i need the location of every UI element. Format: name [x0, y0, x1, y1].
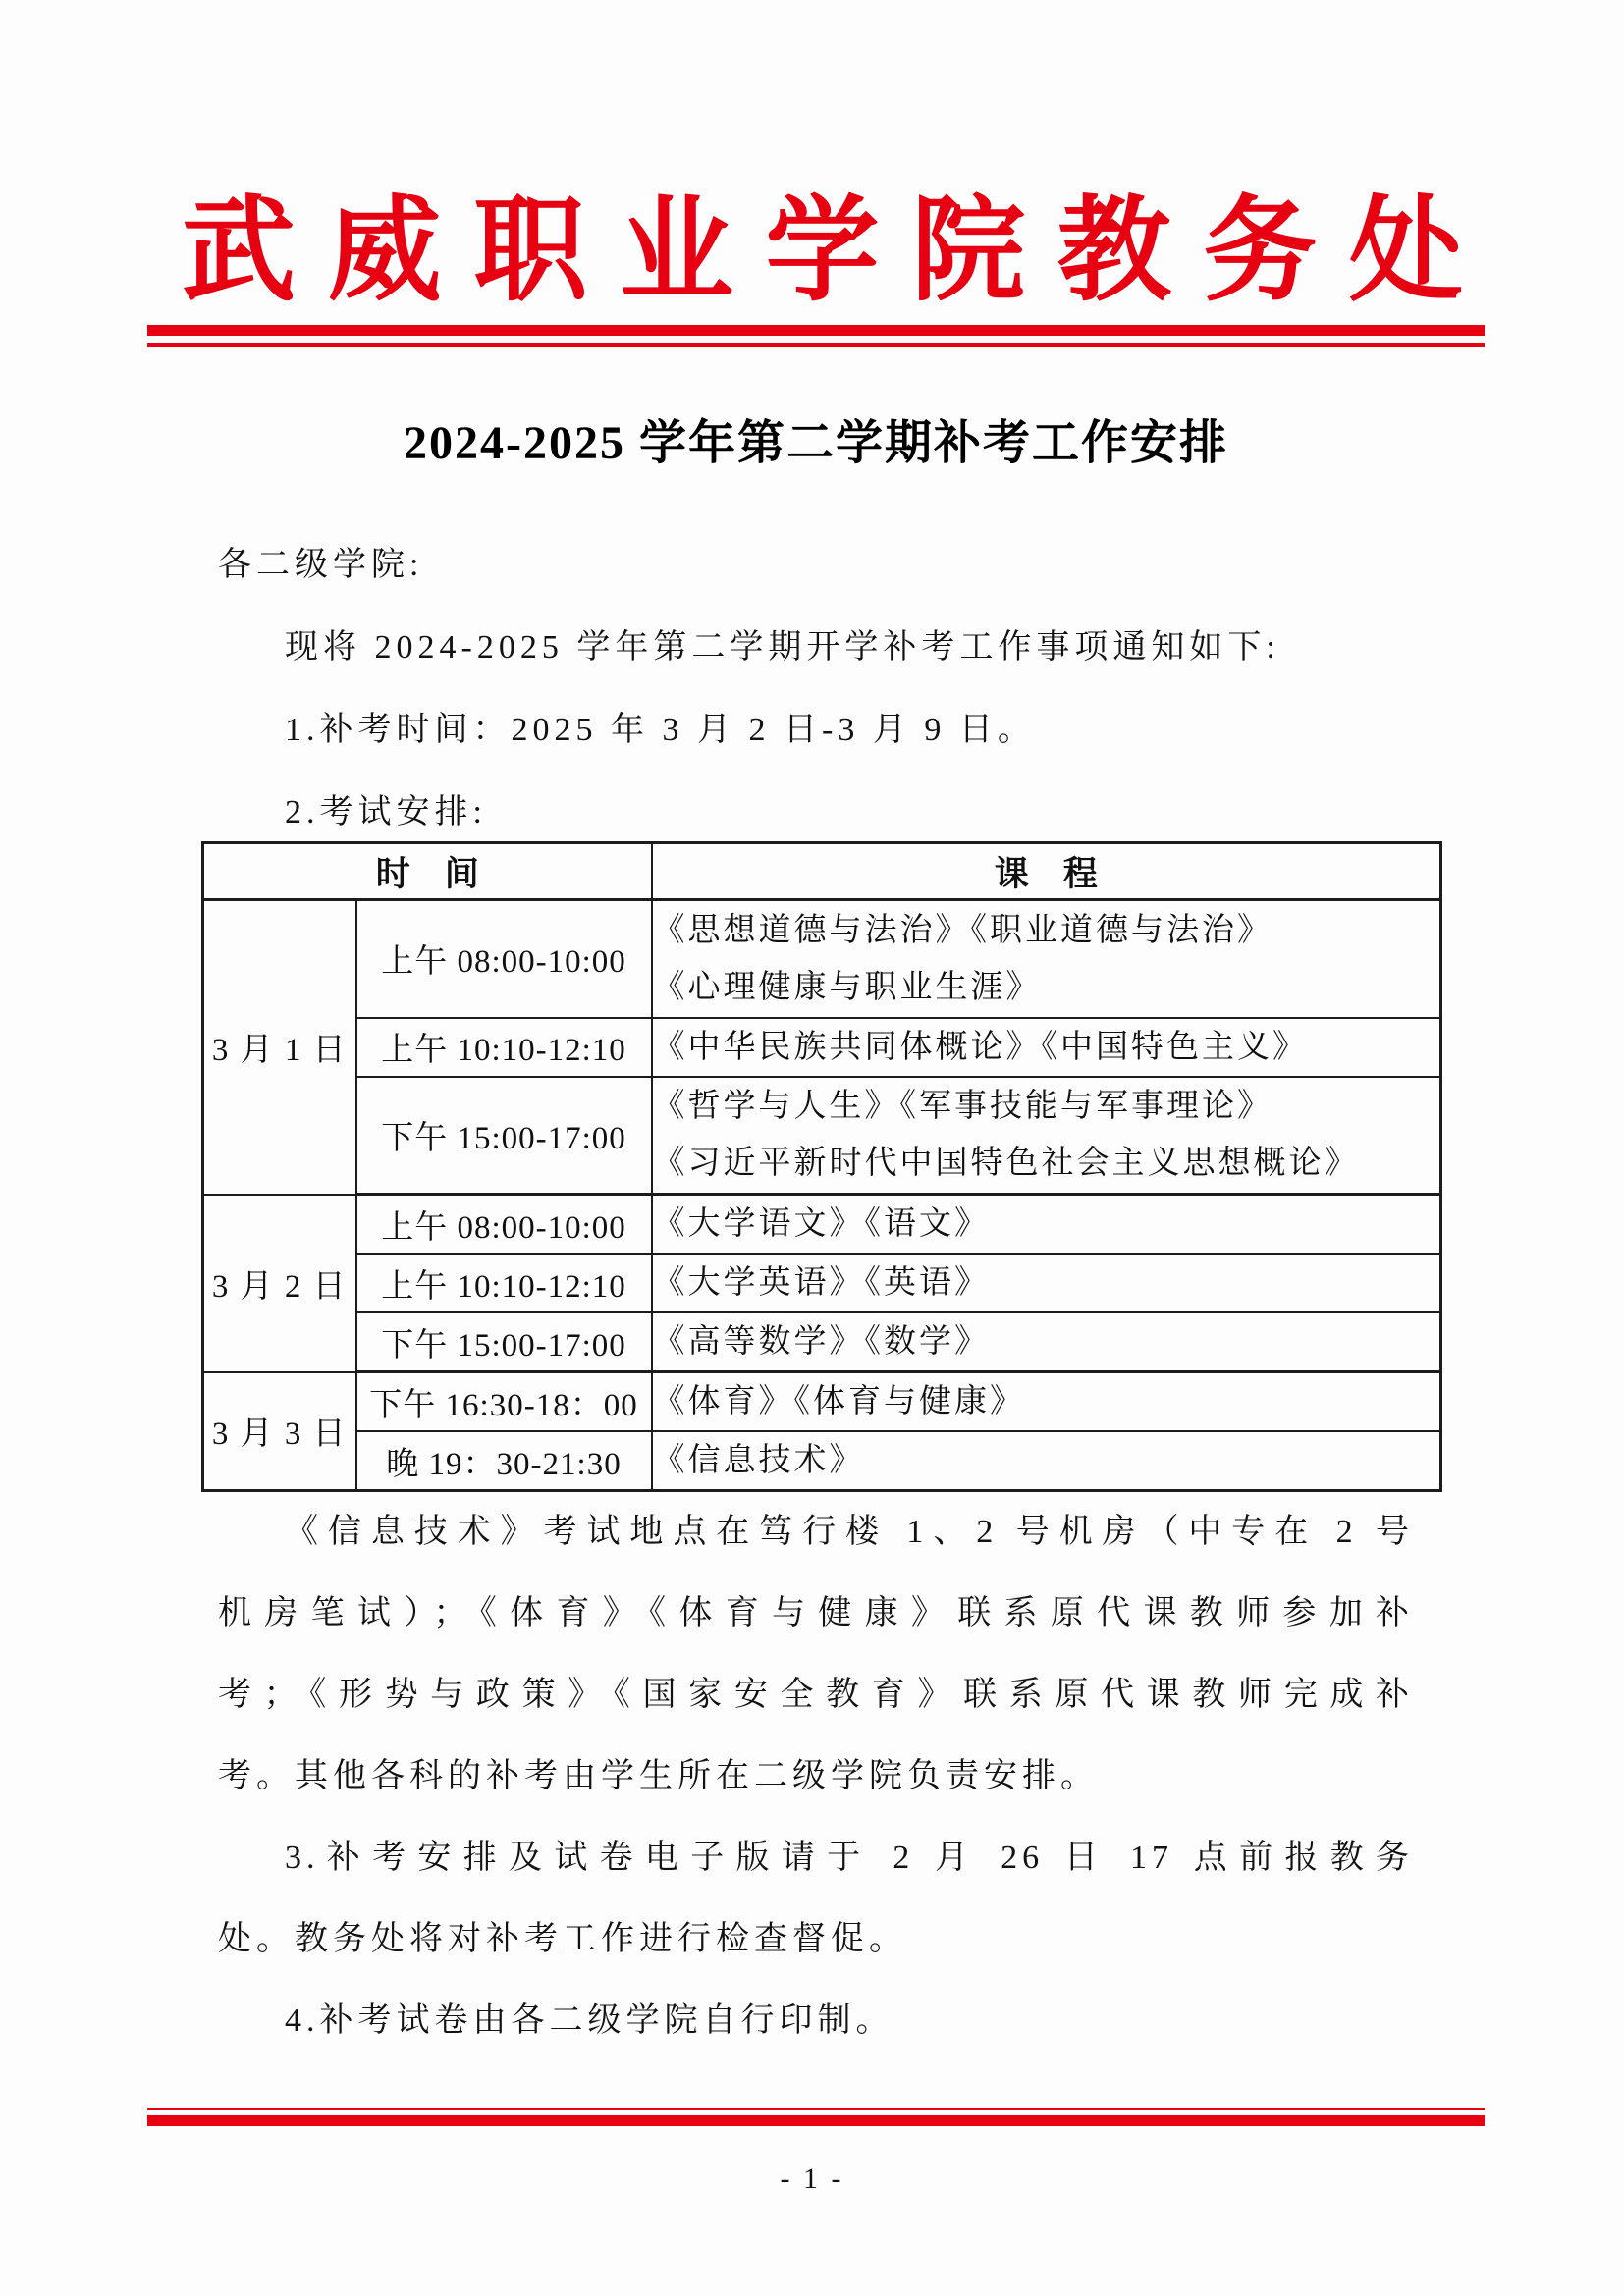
- course-title: 《中华民族共同体概论》《中国特色主义》: [652, 1029, 1309, 1065]
- course-title: 《高等数学》《数学》: [652, 1324, 991, 1360]
- intro-paragraphs: [218, 524, 1414, 854]
- course-title: 《大学语文》《语文》: [652, 1206, 991, 1242]
- date-cell: 3 月 3 日: [203, 1372, 356, 1491]
- date-cell: 3 月 2 日: [203, 1195, 356, 1372]
- course-title: 《信息技术》: [652, 1443, 865, 1478]
- body-line: 现将 2024-2025 学年第二学期开学补考工作事项通知如下:: [285, 629, 1280, 666]
- course-title: 《体育》《体育与健康》: [652, 1384, 1026, 1419]
- time-cell: 上午 10:10-12:10: [356, 1254, 652, 1312]
- document-title: 2024-2025 学年第二学期补考工作安排: [404, 417, 1228, 469]
- table-row: [203, 1312, 1441, 1372]
- body-line: 3.补考安排及试卷电子版请于 2 月 26 日 17 点前报教务: [285, 1840, 1414, 1876]
- footer-rule-thick: [147, 2115, 1485, 2126]
- course-cell: [652, 1077, 1441, 1195]
- body-line: 《信息技术》考试地点在笃行楼 1、2 号机房（中专在 2 号: [285, 1514, 1414, 1550]
- table-row: [203, 1254, 1441, 1312]
- course-cell: [652, 1254, 1441, 1312]
- course-title: 《习近平新时代中国特色社会主义思想概论》: [652, 1146, 1360, 1182]
- course-cell: [652, 1431, 1441, 1491]
- body-line: 2.考试安排:: [285, 794, 487, 830]
- masthead-rule-thin: [147, 343, 1485, 347]
- course-title: 《思想道德与法治》《职业道德与法治》: [652, 912, 1273, 948]
- course-title: 《大学英语》《英语》: [652, 1265, 991, 1301]
- table-header-time: 时 间: [203, 843, 652, 900]
- table-header-course: 课 程: [652, 843, 1441, 900]
- time-cell: 上午 10:10-12:10: [356, 1018, 652, 1077]
- body-line: 1.补考时间：2025 年 3 月 2 日-3 月 9 日。: [285, 712, 1036, 748]
- table-row: [203, 1431, 1441, 1491]
- table-row: [203, 1372, 1441, 1432]
- time-cell: 上午 08:00-10:00: [356, 900, 652, 1018]
- course-cell: [652, 900, 1441, 1018]
- table-row: [203, 900, 1441, 1018]
- time-cell: 晚 19：30-21:30: [356, 1431, 652, 1491]
- masthead-title: 武威职业学院教务处: [182, 189, 1463, 315]
- body-line: 各二级学院:: [218, 547, 424, 583]
- body-line: 处。教务处将对补考工作进行检查督促。: [218, 1921, 907, 1957]
- table-row: [203, 1195, 1441, 1255]
- page-number: - 1 -: [780, 2163, 844, 2195]
- table-header-row: [203, 843, 1441, 900]
- body-line: 考；《形势与政策》《国家安全教育》联系原代课教师完成补: [218, 1677, 1414, 1713]
- course-cell: [652, 1018, 1441, 1077]
- time-cell: 下午 15:00-17:00: [356, 1312, 652, 1372]
- masthead-rule-thick: [147, 325, 1485, 336]
- table-row: [203, 1018, 1441, 1077]
- time-cell: 上午 08:00-10:00: [356, 1195, 652, 1255]
- date-cell: 3 月 1 日: [203, 900, 356, 1195]
- footer-rule-thin: [147, 2108, 1485, 2110]
- course-cell: [652, 1312, 1441, 1372]
- course-title: 《哲学与人生》《军事技能与军事理论》: [652, 1089, 1273, 1125]
- time-cell: 下午 15:00-17:00: [356, 1077, 652, 1195]
- table-row: [203, 1077, 1441, 1195]
- notes-paragraphs: [218, 1491, 1414, 2061]
- body-line: 机房笔试）；《体育》《体育与健康》联系原代课教师参加补: [218, 1595, 1414, 1631]
- exam-schedule-table: [201, 841, 1442, 1492]
- time-cell: 下午 16:30-18：00: [356, 1372, 652, 1432]
- body-line: 4.补考试卷由各二级学院自行印制。: [285, 2002, 894, 2039]
- course-cell: [652, 1195, 1441, 1255]
- body-line: 考。其他各科的补考由学生所在二级学院负责安排。: [218, 1758, 1099, 1794]
- course-cell: [652, 1372, 1441, 1432]
- course-title: 《心理健康与职业生涯》: [652, 969, 1042, 1005]
